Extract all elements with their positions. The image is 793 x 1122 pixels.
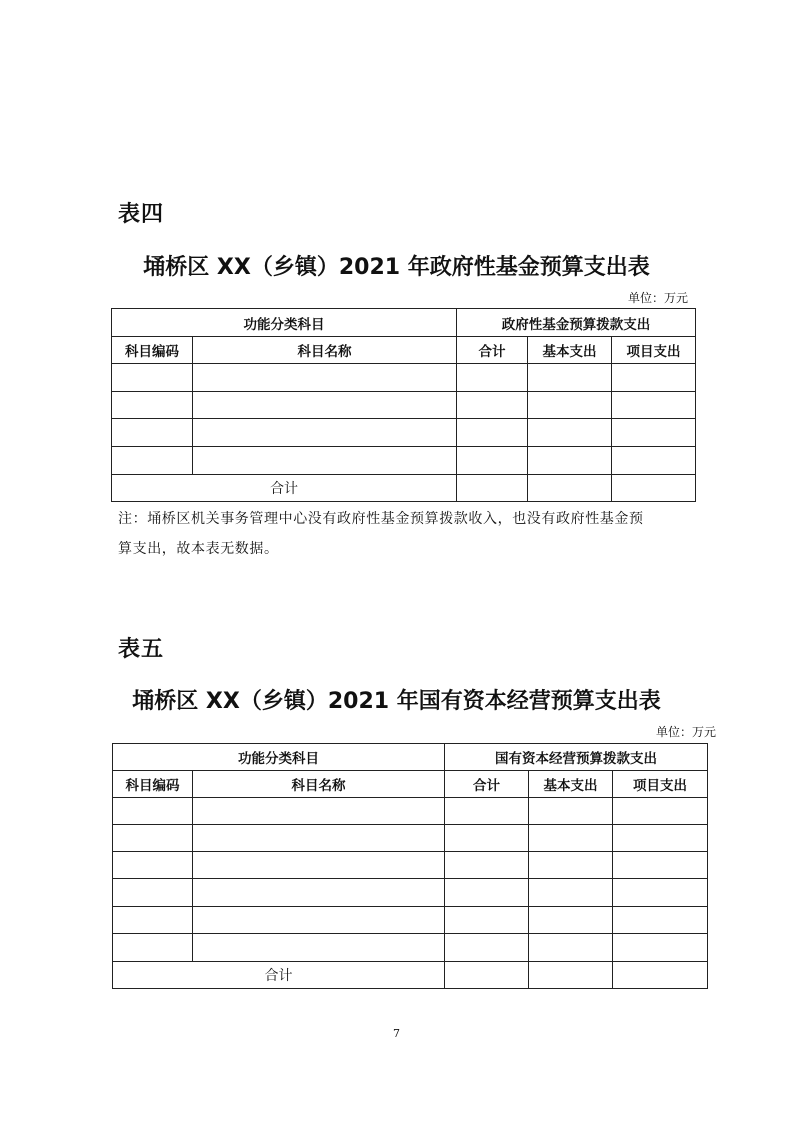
table4-cell: [528, 392, 612, 419]
table4-cell: [457, 419, 528, 447]
table5: [112, 743, 708, 989]
table4-cell: [193, 419, 457, 447]
table4-total-row: [112, 475, 696, 502]
table-row: [112, 447, 696, 475]
table4-cell: [112, 364, 193, 392]
table4-col-total: 合计: [457, 337, 528, 364]
table5-col-total: 合计: [445, 771, 529, 798]
table-row: [112, 364, 696, 392]
table5-cell: [529, 852, 613, 879]
table4-cell: [112, 419, 193, 447]
table5-total-value: [529, 962, 613, 989]
table5-column-header-row: [113, 771, 708, 798]
table5-group-header-row: [113, 744, 708, 771]
table5-cell: [193, 798, 445, 825]
table-row: [113, 852, 708, 879]
table5-cell: [445, 852, 529, 879]
table4-group-header-row: [112, 309, 696, 337]
table-row: [112, 392, 696, 419]
table4-cell: [528, 419, 612, 447]
table4-title: 埇桥区 XX（乡镇）2021 年政府性基金预算支出表: [143, 255, 650, 280]
table5-cell: [113, 825, 193, 852]
table4-total-value: [457, 475, 528, 502]
table5-cell: [613, 852, 708, 879]
table5-total-label: 合计: [113, 962, 445, 989]
table4-total-label: 合计: [112, 475, 457, 502]
table4-cell: [457, 447, 528, 475]
table5-cell: [613, 907, 708, 934]
table5-group-left: 功能分类科目: [113, 744, 445, 771]
table5-group-right: 国有资本经营预算拨款支出: [445, 744, 708, 771]
table5-cell: [113, 798, 193, 825]
table5-cell: [193, 934, 445, 962]
table5-cell: [445, 879, 529, 907]
section-label-table5: 表五: [118, 637, 165, 662]
table5-total-row: [113, 962, 708, 989]
table4-total-value: [528, 475, 612, 502]
table5-col-basic: 基本支出: [529, 771, 613, 798]
table4-cell: [528, 447, 612, 475]
section-label-table4: 表四: [118, 202, 165, 227]
table4-cell: [457, 392, 528, 419]
table5-cell: [193, 907, 445, 934]
table4-col-project: 项目支出: [612, 337, 696, 364]
table5-col-code: 科目编码: [113, 771, 193, 798]
table5-cell: [613, 879, 708, 907]
table4-note-line2: 算支出，故本表无数据。: [118, 541, 279, 557]
table5-cell: [613, 825, 708, 852]
page-number: 7: [393, 1027, 400, 1040]
table4-col-code: 科目编码: [112, 337, 193, 364]
table4-col-name: 科目名称: [193, 337, 457, 364]
table-row: [112, 419, 696, 447]
table4-cell: [193, 447, 457, 475]
table4-cell: [112, 447, 193, 475]
table4-column-header-row: [112, 337, 696, 364]
table4-unit: 单位：万元: [627, 291, 688, 305]
table5-cell: [193, 852, 445, 879]
table5-cell: [613, 798, 708, 825]
table-row: [113, 825, 708, 852]
table5-cell: [445, 825, 529, 852]
table4-group-right: 政府性基金预算拨款支出: [457, 309, 696, 337]
table5-cell: [445, 798, 529, 825]
table5-cell: [529, 879, 613, 907]
table5-cell: [445, 907, 529, 934]
table4-total-value: [612, 475, 696, 502]
table5-cell: [529, 934, 613, 962]
table5-unit: 单位：万元: [655, 725, 716, 739]
table4: [111, 308, 696, 502]
table-row: [113, 934, 708, 962]
table4-cell: [612, 364, 696, 392]
table-row: [113, 907, 708, 934]
table5-title: 埇桥区 XX（乡镇）2021 年国有资本经营预算支出表: [132, 689, 661, 714]
table5-cell: [613, 934, 708, 962]
table-row: [113, 798, 708, 825]
table4-cell: [112, 392, 193, 419]
table4-cell: [528, 364, 612, 392]
table5-cell: [193, 879, 445, 907]
table4-group-left: 功能分类科目: [112, 309, 457, 337]
table4-cell: [193, 392, 457, 419]
table4-cell: [457, 364, 528, 392]
table4-cell: [612, 419, 696, 447]
table5-cell: [113, 852, 193, 879]
table5-total-value: [613, 962, 708, 989]
table4-cell: [193, 364, 457, 392]
table4-note-line1: 注：埇桥区机关事务管理中心没有政府性基金预算拨款收入，也没有政府性基金预: [118, 511, 644, 527]
table5-cell: [529, 907, 613, 934]
table5-col-name: 科目名称: [193, 771, 445, 798]
table4-col-basic: 基本支出: [528, 337, 612, 364]
table-row: [113, 879, 708, 907]
table5-cell: [529, 798, 613, 825]
table5-cell: [113, 907, 193, 934]
table5-cell: [113, 879, 193, 907]
table5-total-value: [445, 962, 529, 989]
table4-cell: [612, 447, 696, 475]
table4-cell: [612, 392, 696, 419]
table5-cell: [529, 825, 613, 852]
table5-cell: [193, 825, 445, 852]
table5-cell: [113, 934, 193, 962]
table5-cell: [445, 934, 529, 962]
table5-col-project: 项目支出: [613, 771, 708, 798]
